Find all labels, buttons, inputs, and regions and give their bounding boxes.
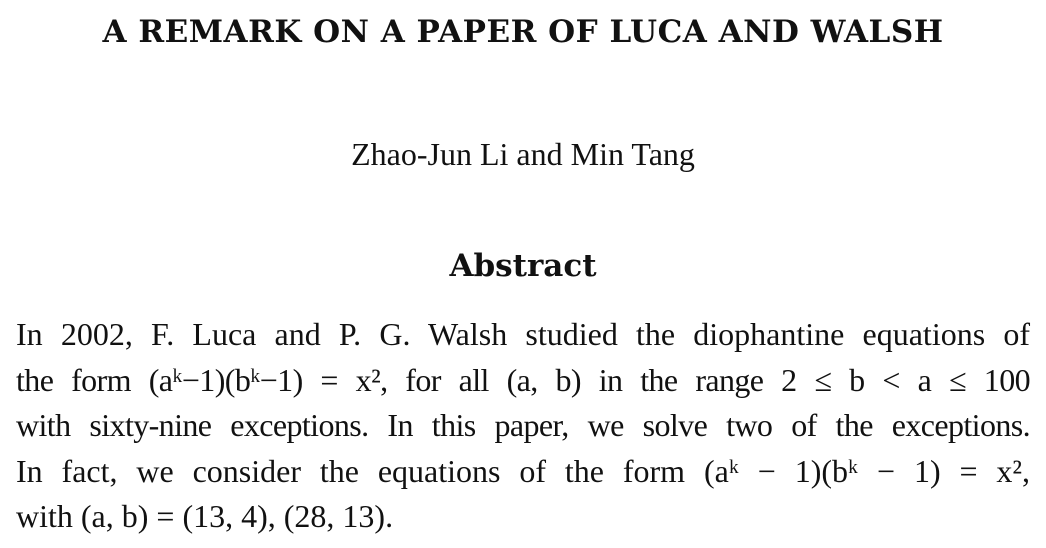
paper-title: A REMARK ON A PAPER OF LUCA AND WALSH bbox=[102, 14, 944, 50]
abstract-line: the form (aᵏ−1)(bᵏ−1) = x², for all (a, b) in the range 2 ≤ b < a ≤ 100 bbox=[16, 361, 1030, 398]
paper-authors: Zhao-Jun Li and Min Tang bbox=[351, 136, 695, 172]
abstract-body bbox=[16, 312, 1030, 540]
abstract-line: with sixty-nine exceptions. In this paper, we solve two of the exceptions. bbox=[16, 407, 1030, 443]
abstract-line: In fact, we consider the equations of the form (aᵏ − 1)(bᵏ − 1) = x², bbox=[16, 452, 1030, 489]
abstract-line: with (a, b) = (13, 4), (28, 13). bbox=[16, 498, 394, 534]
abstract-heading: Abstract bbox=[449, 248, 597, 284]
abstract-line: In 2002, F. Luca and P. G. Walsh studied the diophantine equations of bbox=[16, 316, 1030, 352]
